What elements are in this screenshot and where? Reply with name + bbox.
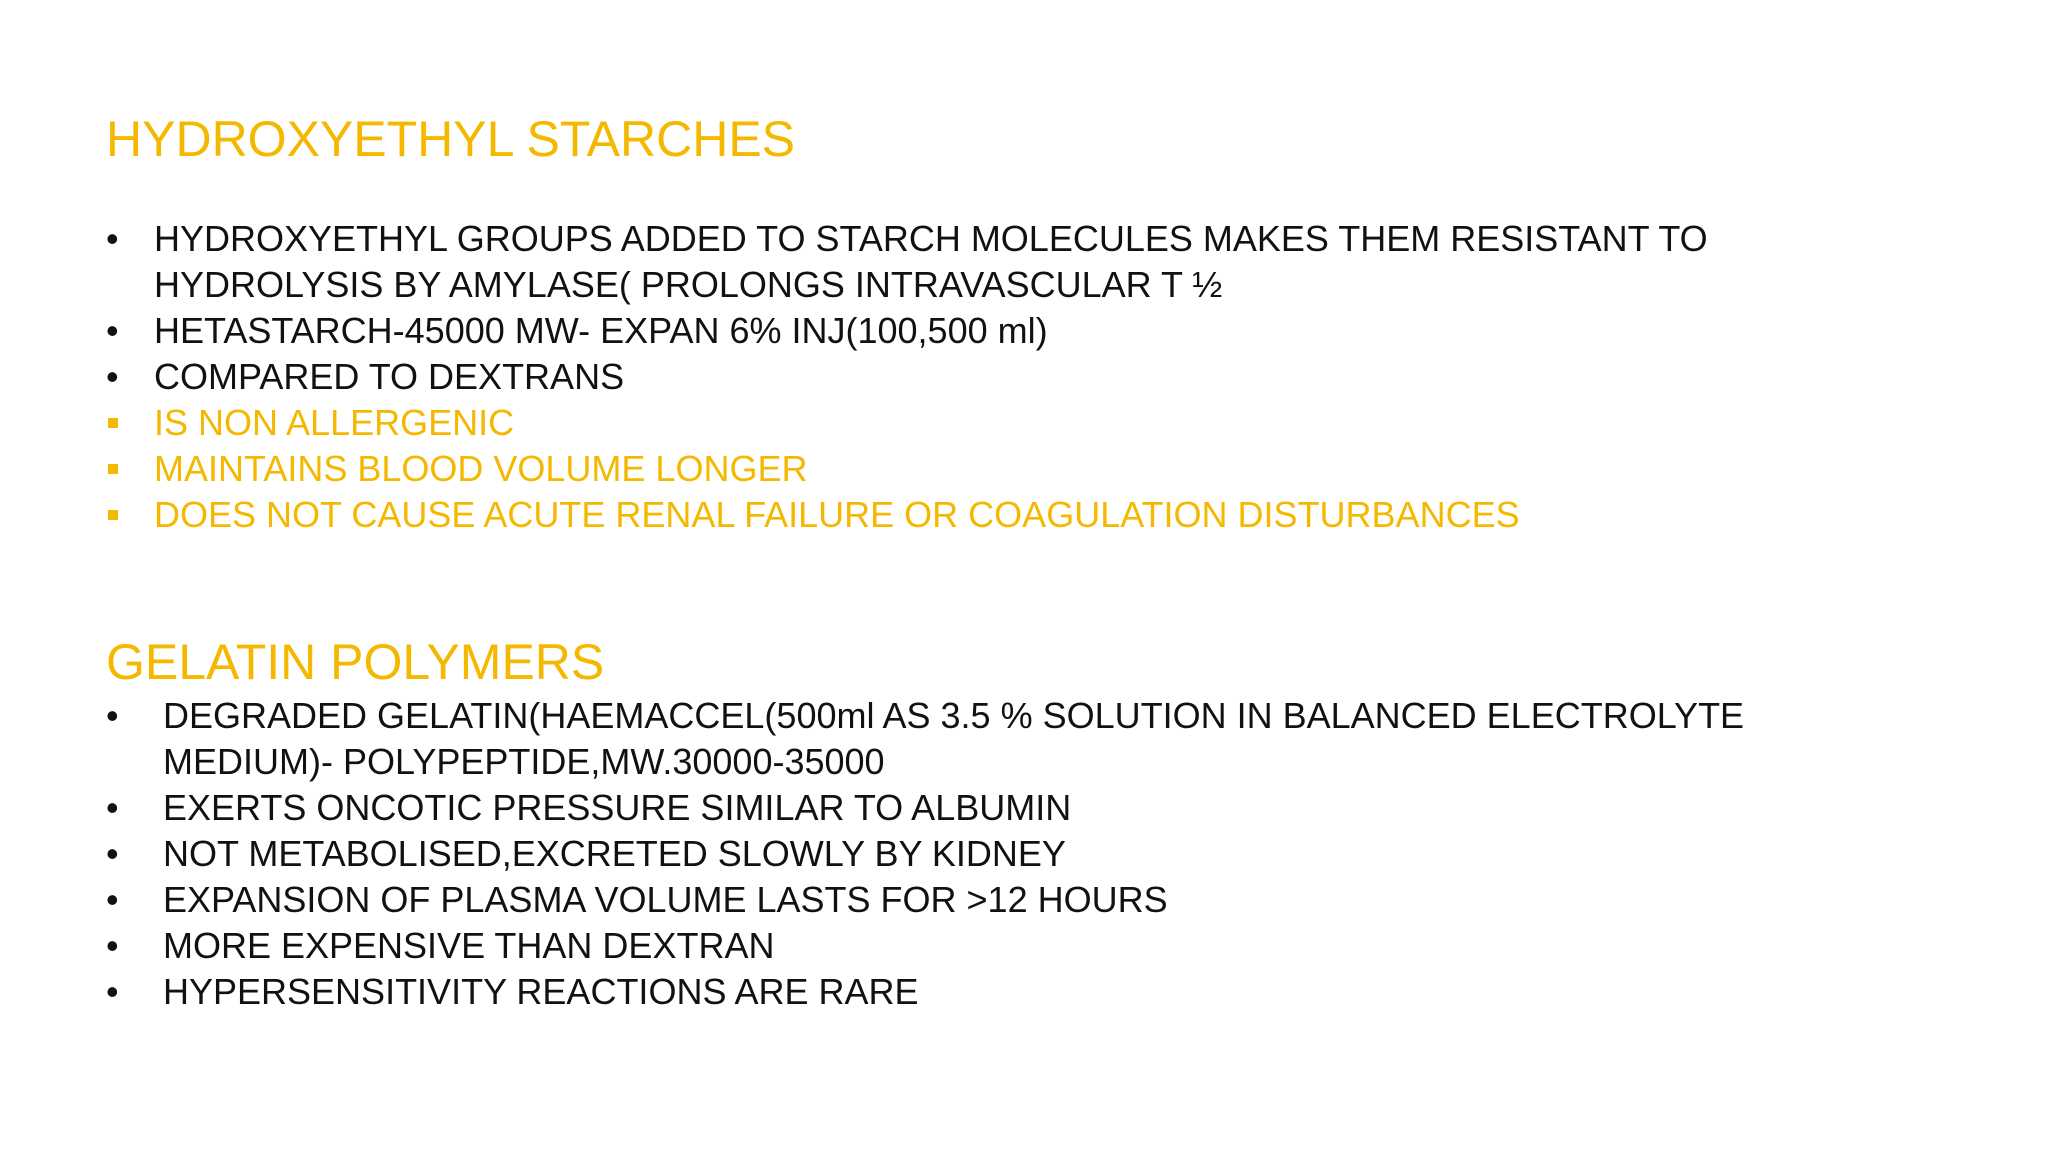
bullet-icon: • [106,879,119,920]
list-item-text: MORE EXPENSIVE THAN DEXTRAN [163,925,775,966]
list-item-text: DEGRADED GELATIN(HAEMACCEL(500ml AS 3.5 % SOLUTION IN BALANCED ELECTROLYTE [163,695,1745,736]
section-title-hydroxyethyl-starches: HYDROXYETHYL STARCHES [106,111,796,167]
bullet-icon: • [106,310,119,351]
square-bullet-icon [108,510,118,520]
list-item-text: EXERTS ONCOTIC PRESSURE SIMILAR TO ALBUMIN [163,787,1072,828]
list-item-text: EXPANSION OF PLASMA VOLUME LASTS FOR >12 HOURS [163,879,1168,920]
list-item [0,831,1744,877]
bullet-icon: • [106,356,119,397]
list-item [0,446,1708,492]
list-item-text: IS NON ALLERGENIC [154,402,515,443]
gelatin-polymers-list [0,693,1744,1015]
list-item-text: MEDIUM)- POLYPEPTIDE,MW.30000-35000 [163,741,885,782]
list-item-text: NOT METABOLISED,EXCRETED SLOWLY BY KIDNEY [163,833,1066,874]
list-item-text: COMPARED TO DEXTRANS [154,356,625,397]
hydroxyethyl-starches-list [0,216,1708,538]
list-item [0,308,1708,354]
list-item-text: HYDROLYSIS BY AMYLASE( PROLONGS INTRAVASCULAR T ½ [154,264,1223,305]
list-item [0,216,1708,308]
list-item [0,785,1744,831]
list-item [0,969,1744,1015]
list-item [0,400,1708,446]
list-item [0,354,1708,400]
bullet-icon: • [106,925,119,966]
bullet-icon: • [106,218,119,259]
list-item [0,492,1708,538]
list-item [0,877,1744,923]
section-title-gelatin-polymers: GELATIN POLYMERS [106,634,605,690]
bullet-icon: • [106,695,119,736]
list-item-text: HYDROXYETHYL GROUPS ADDED TO STARCH MOLECULES MAKES THEM RESISTANT TO [154,218,1708,259]
list-item-text: DOES NOT CAUSE ACUTE RENAL FAILURE OR COAGULATION DISTURBANCES [154,494,1520,535]
square-bullet-icon [108,418,118,428]
list-item-text: HETASTARCH-45000 MW- EXPAN 6% INJ(100,500 ml) [154,310,1048,351]
list-item-text: HYPERSENSITIVITY REACTIONS ARE RARE [163,971,919,1012]
bullet-icon: • [106,971,119,1012]
list-item [0,693,1744,785]
square-bullet-icon [108,464,118,474]
bullet-icon: • [106,833,119,874]
list-item-text: MAINTAINS BLOOD VOLUME LONGER [154,448,808,489]
bullet-icon: • [106,787,119,828]
list-item [0,923,1744,969]
